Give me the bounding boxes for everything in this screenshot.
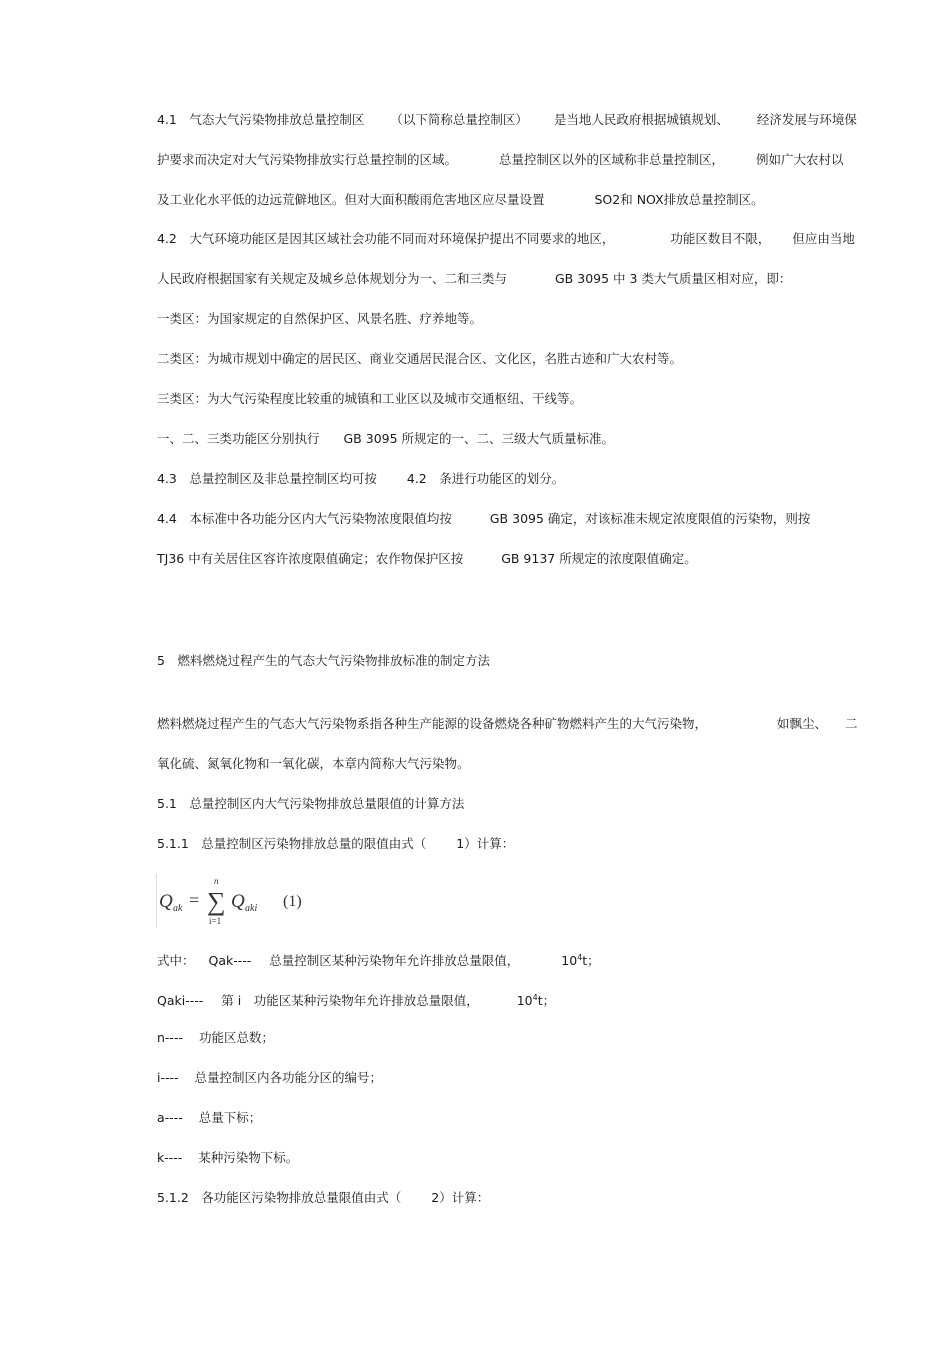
- where-qaki: [157, 990, 555, 1009]
- zone-standards: [157, 431, 614, 447]
- text-segment: 4.2 大气环境功能区是因其区域社会功能不同而对环境保护提出不同要求的地区，: [157, 231, 615, 246]
- formula-upper-limit: n: [214, 876, 219, 886]
- formula-lhs: Q: [159, 891, 173, 912]
- text-segment: n----: [157, 1030, 183, 1045]
- text-segment: 二类区：为城市规划中确定的居民区、商业交通居民混合区、文化区，名胜古迹和广大农村等。: [157, 351, 683, 366]
- text-segment: i----: [157, 1070, 179, 1085]
- text-segment: Qak----: [208, 953, 252, 968]
- text-segment: 4.4 本标准中各功能分区内大气污染物浓度限值均按: [157, 511, 452, 526]
- text-segment: 2）计算：: [431, 1190, 490, 1205]
- text-segment: [561, 950, 599, 969]
- where-i: [157, 1070, 382, 1086]
- formula-rhs: Q: [231, 891, 245, 912]
- para-4-4-line2: [157, 551, 697, 567]
- formula-lower-limit: i=1: [209, 916, 222, 926]
- text-segment: 功能区数目不限，: [670, 231, 771, 246]
- para-4-1-line3: [157, 192, 764, 208]
- text-segment: GB 3095 所规定的一、二、三级大气质量标准。: [343, 431, 615, 446]
- text-segment: GB 3095 确定，对该标准未规定浓度限值的污染物，则按: [489, 511, 811, 526]
- text-segment: 例如广大农村以: [756, 152, 844, 167]
- text-segment: 4.2 条进行功能区的划分。: [406, 471, 565, 486]
- text-segment: 三类区：为大气污染程度比较重的城镇和工业区以及城市交通枢纽、干线等。: [157, 391, 583, 406]
- text-segment: 4.1 气态大气污染物排放总量控制区: [157, 112, 365, 127]
- text-segment: 氧化硫、氮氧化物和一氧化碳，本章内简称大气污染物。: [157, 756, 470, 771]
- text-segment: 功能区总数；: [198, 1030, 274, 1045]
- text-segment: t；: [582, 953, 600, 968]
- text-segment: 式中：: [157, 953, 195, 968]
- text-segment: 总量下标；: [198, 1110, 262, 1125]
- text-segment: 4.3 总量控制区及非总量控制区均可按: [157, 471, 377, 486]
- text-segment: 燃料燃烧过程产生的气态大气污染物系指各种生产能源的设备燃烧各种矿物燃料产生的大气污染物，: [157, 716, 708, 731]
- text-segment: TJ36 中有关居住区容许浓度限值确定；农作物保护区按: [157, 551, 464, 566]
- text-segment: 5.1 总量控制区内大气污染物排放总量限值的计算方法: [157, 796, 465, 811]
- text-segment: [517, 990, 555, 1009]
- text-segment: 护要求而决定对大气污染物排放实行总量控制的区域。: [157, 152, 458, 167]
- text-segment: 某种污染物下标。: [198, 1150, 299, 1165]
- formula-sigma: ∑: [207, 887, 226, 916]
- text-segment: Qaki----: [157, 993, 204, 1008]
- text-segment: 总量控制区以外的区域称非总量控制区，: [499, 152, 725, 167]
- text-segment: 5.1.2 各功能区污染物排放总量限值由式（: [157, 1190, 402, 1205]
- para-4-3: [157, 471, 564, 487]
- text-segment: 5.1.1 总量控制区污染物排放总量的限值由式（: [157, 836, 427, 851]
- para-4-2-line2: [157, 271, 791, 287]
- text-segment: SO2和 NOX排放总量控制区。: [594, 192, 764, 207]
- where-qak: [157, 950, 600, 969]
- text-segment: 一、二、三类功能区分别执行: [157, 431, 320, 446]
- para-4-4-line1: [157, 511, 810, 527]
- formula-number: (1): [283, 893, 302, 910]
- text-segment: 是当地人民政府根据城镇规划、: [553, 112, 729, 127]
- text-segment: 一类区：为国家规定的自然保护区、风景名胜、疗养地等。: [157, 311, 483, 326]
- formula-lhs-sub: ak: [173, 903, 183, 914]
- text-segment: 如飘尘、: [777, 716, 828, 731]
- class-1-zone: [157, 311, 482, 327]
- exponent: 4: [577, 953, 583, 962]
- text-segment: 5 燃料燃烧过程产生的气态大气污染物排放标准的制定方法: [157, 653, 490, 668]
- text-segment: 10: [516, 993, 533, 1008]
- text-segment: k----: [157, 1150, 183, 1165]
- where-n: [157, 1030, 274, 1046]
- section-5-1-2: [157, 1190, 489, 1206]
- para-4-1-line1: [157, 112, 857, 128]
- where-k: [157, 1150, 298, 1166]
- section-5-intro-line2: [157, 756, 470, 772]
- text-segment: 经济发展与环境保: [756, 112, 857, 127]
- text-segment: t；: [537, 993, 556, 1008]
- formula-rhs-sub: aki: [245, 903, 258, 914]
- section-5-1-1: [157, 836, 514, 852]
- text-segment: 第 i 功能区某种污染物年允许排放总量限值，: [221, 993, 479, 1008]
- section-5-1-title: [157, 796, 464, 812]
- section-5-intro-line1: [157, 716, 858, 732]
- para-4-2-line1: [157, 231, 855, 247]
- text-segment: 总量控制区某种污染物年允许排放总量限值，: [269, 953, 520, 968]
- text-segment: 但应由当地: [792, 231, 855, 246]
- text-segment: 人民政府根据国家有关规定及城乡总体规划分为一、二和三类与: [157, 271, 508, 286]
- class-3-zone: [157, 391, 582, 407]
- text-segment: GB 9137 所规定的浓度限值确定。: [501, 551, 697, 566]
- text-segment: 总量控制区内各功能分区的编号；: [194, 1070, 383, 1085]
- text-segment: （以下简称总量控制区）: [390, 112, 528, 127]
- text-segment: 10: [561, 953, 578, 968]
- text-segment: 1）计算：: [456, 836, 515, 851]
- formula-1: [156, 874, 307, 928]
- text-segment: GB 3095 中 3 类大气质量区相对应，即：: [555, 271, 792, 286]
- text-segment: 及工业化水平低的边远荒僻地区。但对大面积酸雨危害地区应尽量设置: [157, 192, 545, 207]
- class-2-zone: [157, 351, 682, 367]
- where-a: [157, 1110, 261, 1126]
- text-segment: a----: [157, 1110, 183, 1125]
- formula-equals: =: [189, 890, 200, 910]
- exponent: 4: [532, 993, 538, 1002]
- para-4-1-line2: [157, 152, 844, 168]
- section-5-title: [157, 653, 490, 669]
- text-segment: 二: [845, 716, 858, 731]
